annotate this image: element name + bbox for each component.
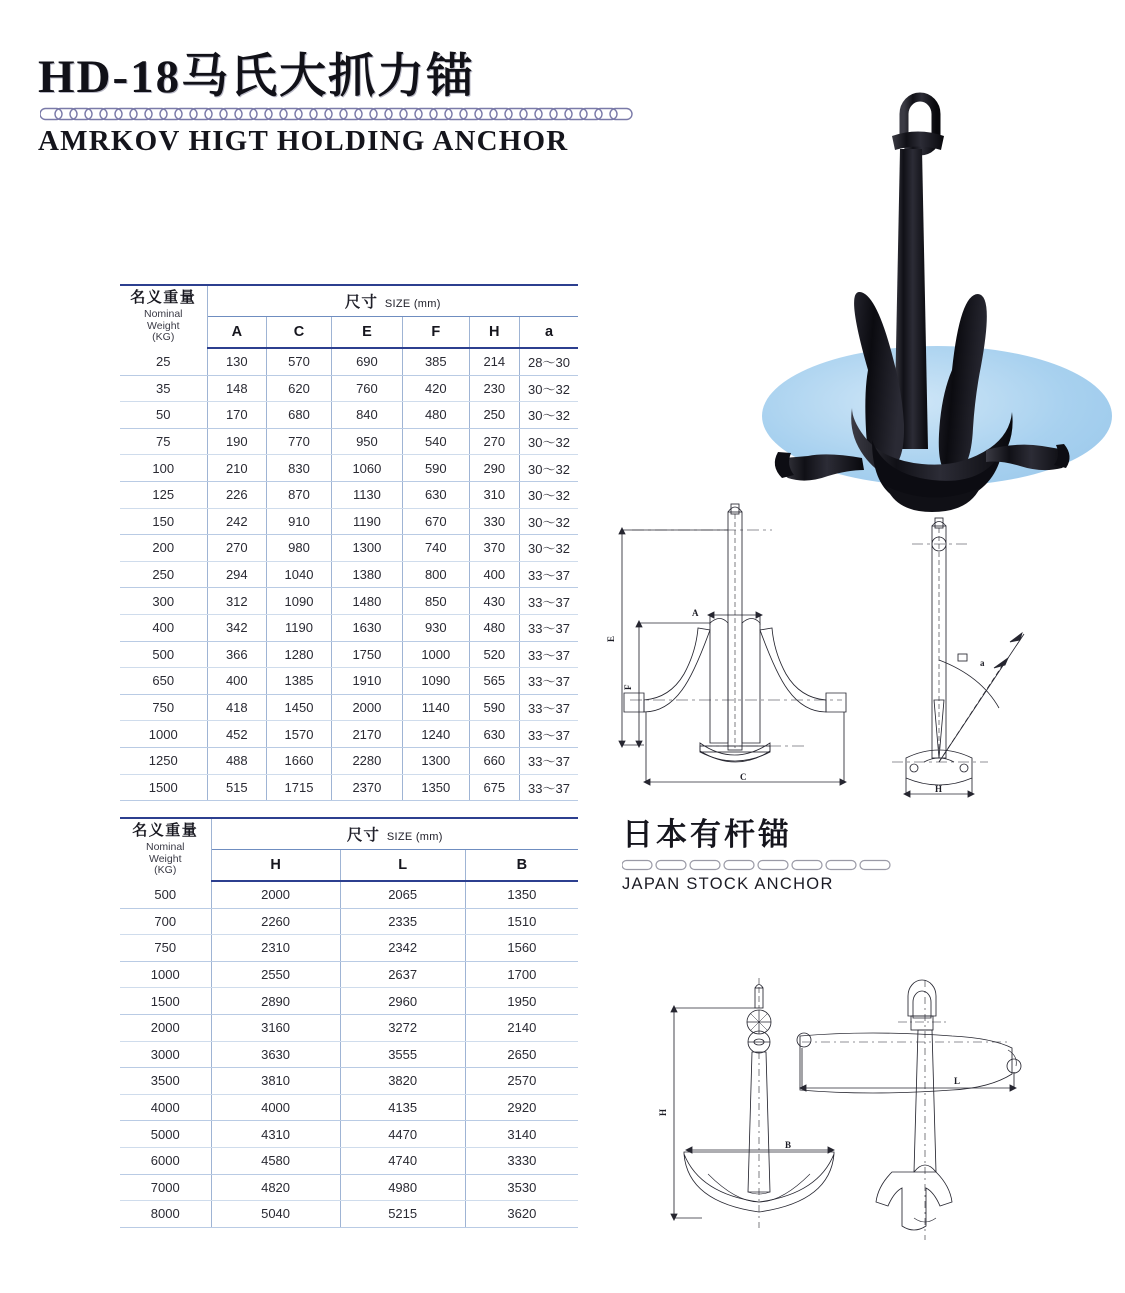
dim-label-B-japan: B xyxy=(785,1140,792,1150)
table-row xyxy=(120,348,578,375)
table-row xyxy=(120,1094,578,1121)
table-row xyxy=(120,721,578,748)
cell-A: 270 xyxy=(207,535,267,562)
size-group-header: 尺寸 SIZE (mm) xyxy=(207,285,578,317)
column-header-C: C xyxy=(267,317,332,349)
cell-L: 4740 xyxy=(340,1147,465,1174)
cell-w: 1250 xyxy=(120,747,207,774)
japan-stock-anchor-dimension-table xyxy=(120,817,578,1228)
cell-w: 200 xyxy=(120,535,207,562)
column-header-E: E xyxy=(331,317,402,349)
cell-B: 3530 xyxy=(465,1174,578,1201)
cell-A: 366 xyxy=(207,641,267,668)
cell-H: 290 xyxy=(469,455,519,482)
table-row xyxy=(120,588,578,615)
cell-B: 3330 xyxy=(465,1147,578,1174)
cell-B: 1350 xyxy=(465,881,578,908)
table-row xyxy=(120,1068,578,1095)
table-row xyxy=(120,694,578,721)
cell-B: 3620 xyxy=(465,1201,578,1228)
side-elevation-drawing xyxy=(884,500,1116,810)
table-row xyxy=(120,1147,578,1174)
table-row xyxy=(120,402,578,429)
cell-E: 1910 xyxy=(331,668,402,695)
cell-B: 1510 xyxy=(465,908,578,935)
japan-anchor-caption xyxy=(622,818,952,894)
title-block xyxy=(38,52,678,158)
cell-C: 680 xyxy=(267,402,332,429)
cell-H: 270 xyxy=(469,428,519,455)
cell-H: 330 xyxy=(469,508,519,535)
cell-L: 2335 xyxy=(340,908,465,935)
cell-C: 1090 xyxy=(267,588,332,615)
cell-w: 1500 xyxy=(120,988,211,1015)
cell-w: 1500 xyxy=(120,774,207,801)
cell-F: 1240 xyxy=(403,721,470,748)
cell-w: 125 xyxy=(120,481,207,508)
cell-A: 148 xyxy=(207,375,267,402)
cell-L: 4135 xyxy=(340,1094,465,1121)
cell-B: 1700 xyxy=(465,961,578,988)
cell-L: 2342 xyxy=(340,935,465,962)
table-row xyxy=(120,908,578,935)
cell-C: 1280 xyxy=(267,641,332,668)
cell-B: 1950 xyxy=(465,988,578,1015)
table-row xyxy=(120,935,578,962)
hd18-dimension-table xyxy=(120,284,578,801)
table-row xyxy=(120,508,578,535)
cell-H: 250 xyxy=(469,402,519,429)
column-header-F: F xyxy=(403,317,470,349)
japan-table-body xyxy=(120,881,578,1227)
table-row xyxy=(120,668,578,695)
japan-stock-anchor-drawing xyxy=(622,960,1122,1252)
cell-E: 1380 xyxy=(331,561,402,588)
cell-L: 2960 xyxy=(340,988,465,1015)
column-header-B2: B xyxy=(465,850,578,882)
table-row xyxy=(120,561,578,588)
cell-H: 675 xyxy=(469,774,519,801)
cell-B: 2650 xyxy=(465,1041,578,1068)
anchor-chain-divider-icon-2 xyxy=(622,857,892,873)
column-header-a: a xyxy=(520,317,579,349)
column-header-A: A xyxy=(207,317,267,349)
cell-A: 400 xyxy=(207,668,267,695)
cell-w: 150 xyxy=(120,508,207,535)
cell-L: 2637 xyxy=(340,961,465,988)
cell-H: 2260 xyxy=(211,908,340,935)
cell-C: 870 xyxy=(267,481,332,508)
hd18-table-body xyxy=(120,348,578,801)
cell-H: 2310 xyxy=(211,935,340,962)
table-row xyxy=(120,1174,578,1201)
cell-F: 480 xyxy=(403,402,470,429)
dim-label-F: F xyxy=(623,684,633,690)
cell-F: 740 xyxy=(403,535,470,562)
cell-H: 4310 xyxy=(211,1121,340,1148)
cell-a: 28～30 xyxy=(520,348,579,375)
column-header-H2: H xyxy=(211,850,340,882)
cell-A: 210 xyxy=(207,455,267,482)
column-header-L2: L xyxy=(340,850,465,882)
japan-caption-en: JAPAN STOCK ANCHOR xyxy=(622,874,834,893)
cell-E: 840 xyxy=(331,402,402,429)
nominal-weight-header: 名义重量 Nominal Weight (KG) xyxy=(120,285,207,348)
cell-A: 170 xyxy=(207,402,267,429)
cell-H: 430 xyxy=(469,588,519,615)
cell-w: 700 xyxy=(120,908,211,935)
cell-E: 1300 xyxy=(331,535,402,562)
cell-C: 620 xyxy=(267,375,332,402)
table-row xyxy=(120,1121,578,1148)
page-title-en: AMRKOV HIGT HOLDING ANCHOR xyxy=(38,124,569,157)
cell-E: 1190 xyxy=(331,508,402,535)
cell-L: 2065 xyxy=(340,881,465,908)
cell-L: 3272 xyxy=(340,1014,465,1041)
cell-H: 3810 xyxy=(211,1068,340,1095)
cell-E: 1060 xyxy=(331,455,402,482)
cell-w: 75 xyxy=(120,428,207,455)
cell-H: 480 xyxy=(469,614,519,641)
cell-F: 630 xyxy=(403,481,470,508)
cell-w: 5000 xyxy=(120,1121,211,1148)
cell-B: 2140 xyxy=(465,1014,578,1041)
cell-w: 50 xyxy=(120,402,207,429)
cell-H: 370 xyxy=(469,535,519,562)
cell-F: 1300 xyxy=(403,747,470,774)
cell-H: 4580 xyxy=(211,1147,340,1174)
cell-a: 33～37 xyxy=(520,774,579,801)
cell-a: 33～37 xyxy=(520,588,579,615)
anchor-chain-divider-icon xyxy=(40,104,640,124)
cell-F: 1350 xyxy=(403,774,470,801)
cell-H: 3160 xyxy=(211,1014,340,1041)
cell-a: 30～32 xyxy=(520,535,579,562)
table-row xyxy=(120,774,578,801)
cell-H: 4000 xyxy=(211,1094,340,1121)
cell-B: 1560 xyxy=(465,935,578,962)
table-row xyxy=(120,1014,578,1041)
dim-label-L-japan: L xyxy=(954,1076,961,1086)
cell-a: 33～37 xyxy=(520,614,579,641)
cell-L: 4470 xyxy=(340,1121,465,1148)
table-row xyxy=(120,961,578,988)
cell-w: 7000 xyxy=(120,1174,211,1201)
cell-C: 1660 xyxy=(267,747,332,774)
cell-A: 226 xyxy=(207,481,267,508)
cell-A: 312 xyxy=(207,588,267,615)
cell-a: 33～37 xyxy=(520,694,579,721)
cell-w: 6000 xyxy=(120,1147,211,1174)
cell-E: 760 xyxy=(331,375,402,402)
cell-w: 500 xyxy=(120,881,211,908)
cell-a: 33～37 xyxy=(520,747,579,774)
cell-A: 294 xyxy=(207,561,267,588)
cell-w: 1000 xyxy=(120,721,207,748)
dim-label-A: A xyxy=(692,608,699,618)
cell-w: 400 xyxy=(120,614,207,641)
column-header-H: H xyxy=(469,317,519,349)
cell-C: 770 xyxy=(267,428,332,455)
cell-L: 5215 xyxy=(340,1201,465,1228)
cell-L: 4980 xyxy=(340,1174,465,1201)
cell-w: 750 xyxy=(120,694,207,721)
cell-A: 418 xyxy=(207,694,267,721)
cell-F: 540 xyxy=(403,428,470,455)
cell-a: 30～32 xyxy=(520,375,579,402)
size-group-header-2: 尺寸 SIZE (mm) xyxy=(211,818,578,850)
cell-H: 310 xyxy=(469,481,519,508)
front-elevation-drawing xyxy=(604,500,896,800)
cell-L: 3820 xyxy=(340,1068,465,1095)
cell-a: 30～32 xyxy=(520,428,579,455)
cell-F: 930 xyxy=(403,614,470,641)
cell-w: 250 xyxy=(120,561,207,588)
cell-w: 650 xyxy=(120,668,207,695)
cell-E: 1130 xyxy=(331,481,402,508)
anchor-product-photo xyxy=(742,78,1125,524)
table-header-top-row xyxy=(120,285,578,317)
cell-a: 30～32 xyxy=(520,455,579,482)
cell-F: 670 xyxy=(403,508,470,535)
table-row xyxy=(120,481,578,508)
table-row xyxy=(120,455,578,482)
cell-a: 30～32 xyxy=(520,481,579,508)
cell-E: 950 xyxy=(331,428,402,455)
cell-w: 300 xyxy=(120,588,207,615)
cell-C: 1715 xyxy=(267,774,332,801)
cell-H: 214 xyxy=(469,348,519,375)
cell-a: 33～37 xyxy=(520,641,579,668)
cell-E: 690 xyxy=(331,348,402,375)
cell-F: 420 xyxy=(403,375,470,402)
page-title-cn: HD-18马氏大抓力锚 xyxy=(38,51,476,103)
cell-H: 520 xyxy=(469,641,519,668)
cell-a: 30～32 xyxy=(520,508,579,535)
cell-F: 385 xyxy=(403,348,470,375)
cell-C: 1450 xyxy=(267,694,332,721)
cell-w: 4000 xyxy=(120,1094,211,1121)
cell-H: 5040 xyxy=(211,1201,340,1228)
cell-w: 1000 xyxy=(120,961,211,988)
cell-w: 500 xyxy=(120,641,207,668)
table-row xyxy=(120,988,578,1015)
dim-label-C: C xyxy=(740,772,747,782)
cell-E: 1480 xyxy=(331,588,402,615)
cell-H: 2550 xyxy=(211,961,340,988)
cell-a: 33～37 xyxy=(520,721,579,748)
cell-a: 33～37 xyxy=(520,668,579,695)
cell-w: 3500 xyxy=(120,1068,211,1095)
cell-F: 1090 xyxy=(403,668,470,695)
cell-B: 2570 xyxy=(465,1068,578,1095)
cell-A: 342 xyxy=(207,614,267,641)
cell-A: 190 xyxy=(207,428,267,455)
cell-H: 630 xyxy=(469,721,519,748)
cell-a: 33～37 xyxy=(520,561,579,588)
cell-w: 25 xyxy=(120,348,207,375)
cell-w: 35 xyxy=(120,375,207,402)
cell-w: 100 xyxy=(120,455,207,482)
cell-L: 3555 xyxy=(340,1041,465,1068)
cell-F: 800 xyxy=(403,561,470,588)
anchor-photo-silhouette xyxy=(742,78,1125,524)
cell-C: 1385 xyxy=(267,668,332,695)
cell-C: 980 xyxy=(267,535,332,562)
cell-E: 1630 xyxy=(331,614,402,641)
cell-C: 1040 xyxy=(267,561,332,588)
cell-A: 242 xyxy=(207,508,267,535)
table-row xyxy=(120,747,578,774)
cell-H: 2000 xyxy=(211,881,340,908)
nominal-weight-header-2: 名义重量 Nominal Weight (KG) xyxy=(120,818,211,881)
cell-w: 750 xyxy=(120,935,211,962)
cell-E: 1750 xyxy=(331,641,402,668)
cell-B: 3140 xyxy=(465,1121,578,1148)
cell-H: 565 xyxy=(469,668,519,695)
dim-label-E: E xyxy=(606,635,616,642)
dim-label-H-side: H xyxy=(935,784,943,794)
cell-B: 2920 xyxy=(465,1094,578,1121)
cell-A: 452 xyxy=(207,721,267,748)
cell-F: 1000 xyxy=(403,641,470,668)
cell-C: 910 xyxy=(267,508,332,535)
dim-label-a-angle: a xyxy=(980,658,985,668)
cell-F: 1140 xyxy=(403,694,470,721)
table-row xyxy=(120,881,578,908)
table2-header-top-row xyxy=(120,818,578,850)
cell-H: 230 xyxy=(469,375,519,402)
table-row xyxy=(120,614,578,641)
cell-A: 515 xyxy=(207,774,267,801)
cell-H: 400 xyxy=(469,561,519,588)
cell-C: 1570 xyxy=(267,721,332,748)
table-row xyxy=(120,1041,578,1068)
table-row xyxy=(120,1201,578,1228)
cell-H: 660 xyxy=(469,747,519,774)
cell-H: 2890 xyxy=(211,988,340,1015)
cell-E: 2170 xyxy=(331,721,402,748)
table-row xyxy=(120,641,578,668)
table-row xyxy=(120,428,578,455)
cell-A: 488 xyxy=(207,747,267,774)
cell-F: 590 xyxy=(403,455,470,482)
cell-w: 8000 xyxy=(120,1201,211,1228)
dim-label-H-japan: H xyxy=(658,1108,668,1116)
cell-w: 3000 xyxy=(120,1041,211,1068)
cell-C: 570 xyxy=(267,348,332,375)
cell-E: 2370 xyxy=(331,774,402,801)
table-row xyxy=(120,535,578,562)
cell-C: 830 xyxy=(267,455,332,482)
table-row xyxy=(120,375,578,402)
cell-E: 2000 xyxy=(331,694,402,721)
cell-C: 1190 xyxy=(267,614,332,641)
japan-caption-cn: 日本有杆锚 xyxy=(622,817,792,853)
cell-w: 2000 xyxy=(120,1014,211,1041)
cell-A: 130 xyxy=(207,348,267,375)
cell-H: 590 xyxy=(469,694,519,721)
cell-a: 30～32 xyxy=(520,402,579,429)
cell-E: 2280 xyxy=(331,747,402,774)
cell-H: 3630 xyxy=(211,1041,340,1068)
cell-H: 4820 xyxy=(211,1174,340,1201)
cell-F: 850 xyxy=(403,588,470,615)
